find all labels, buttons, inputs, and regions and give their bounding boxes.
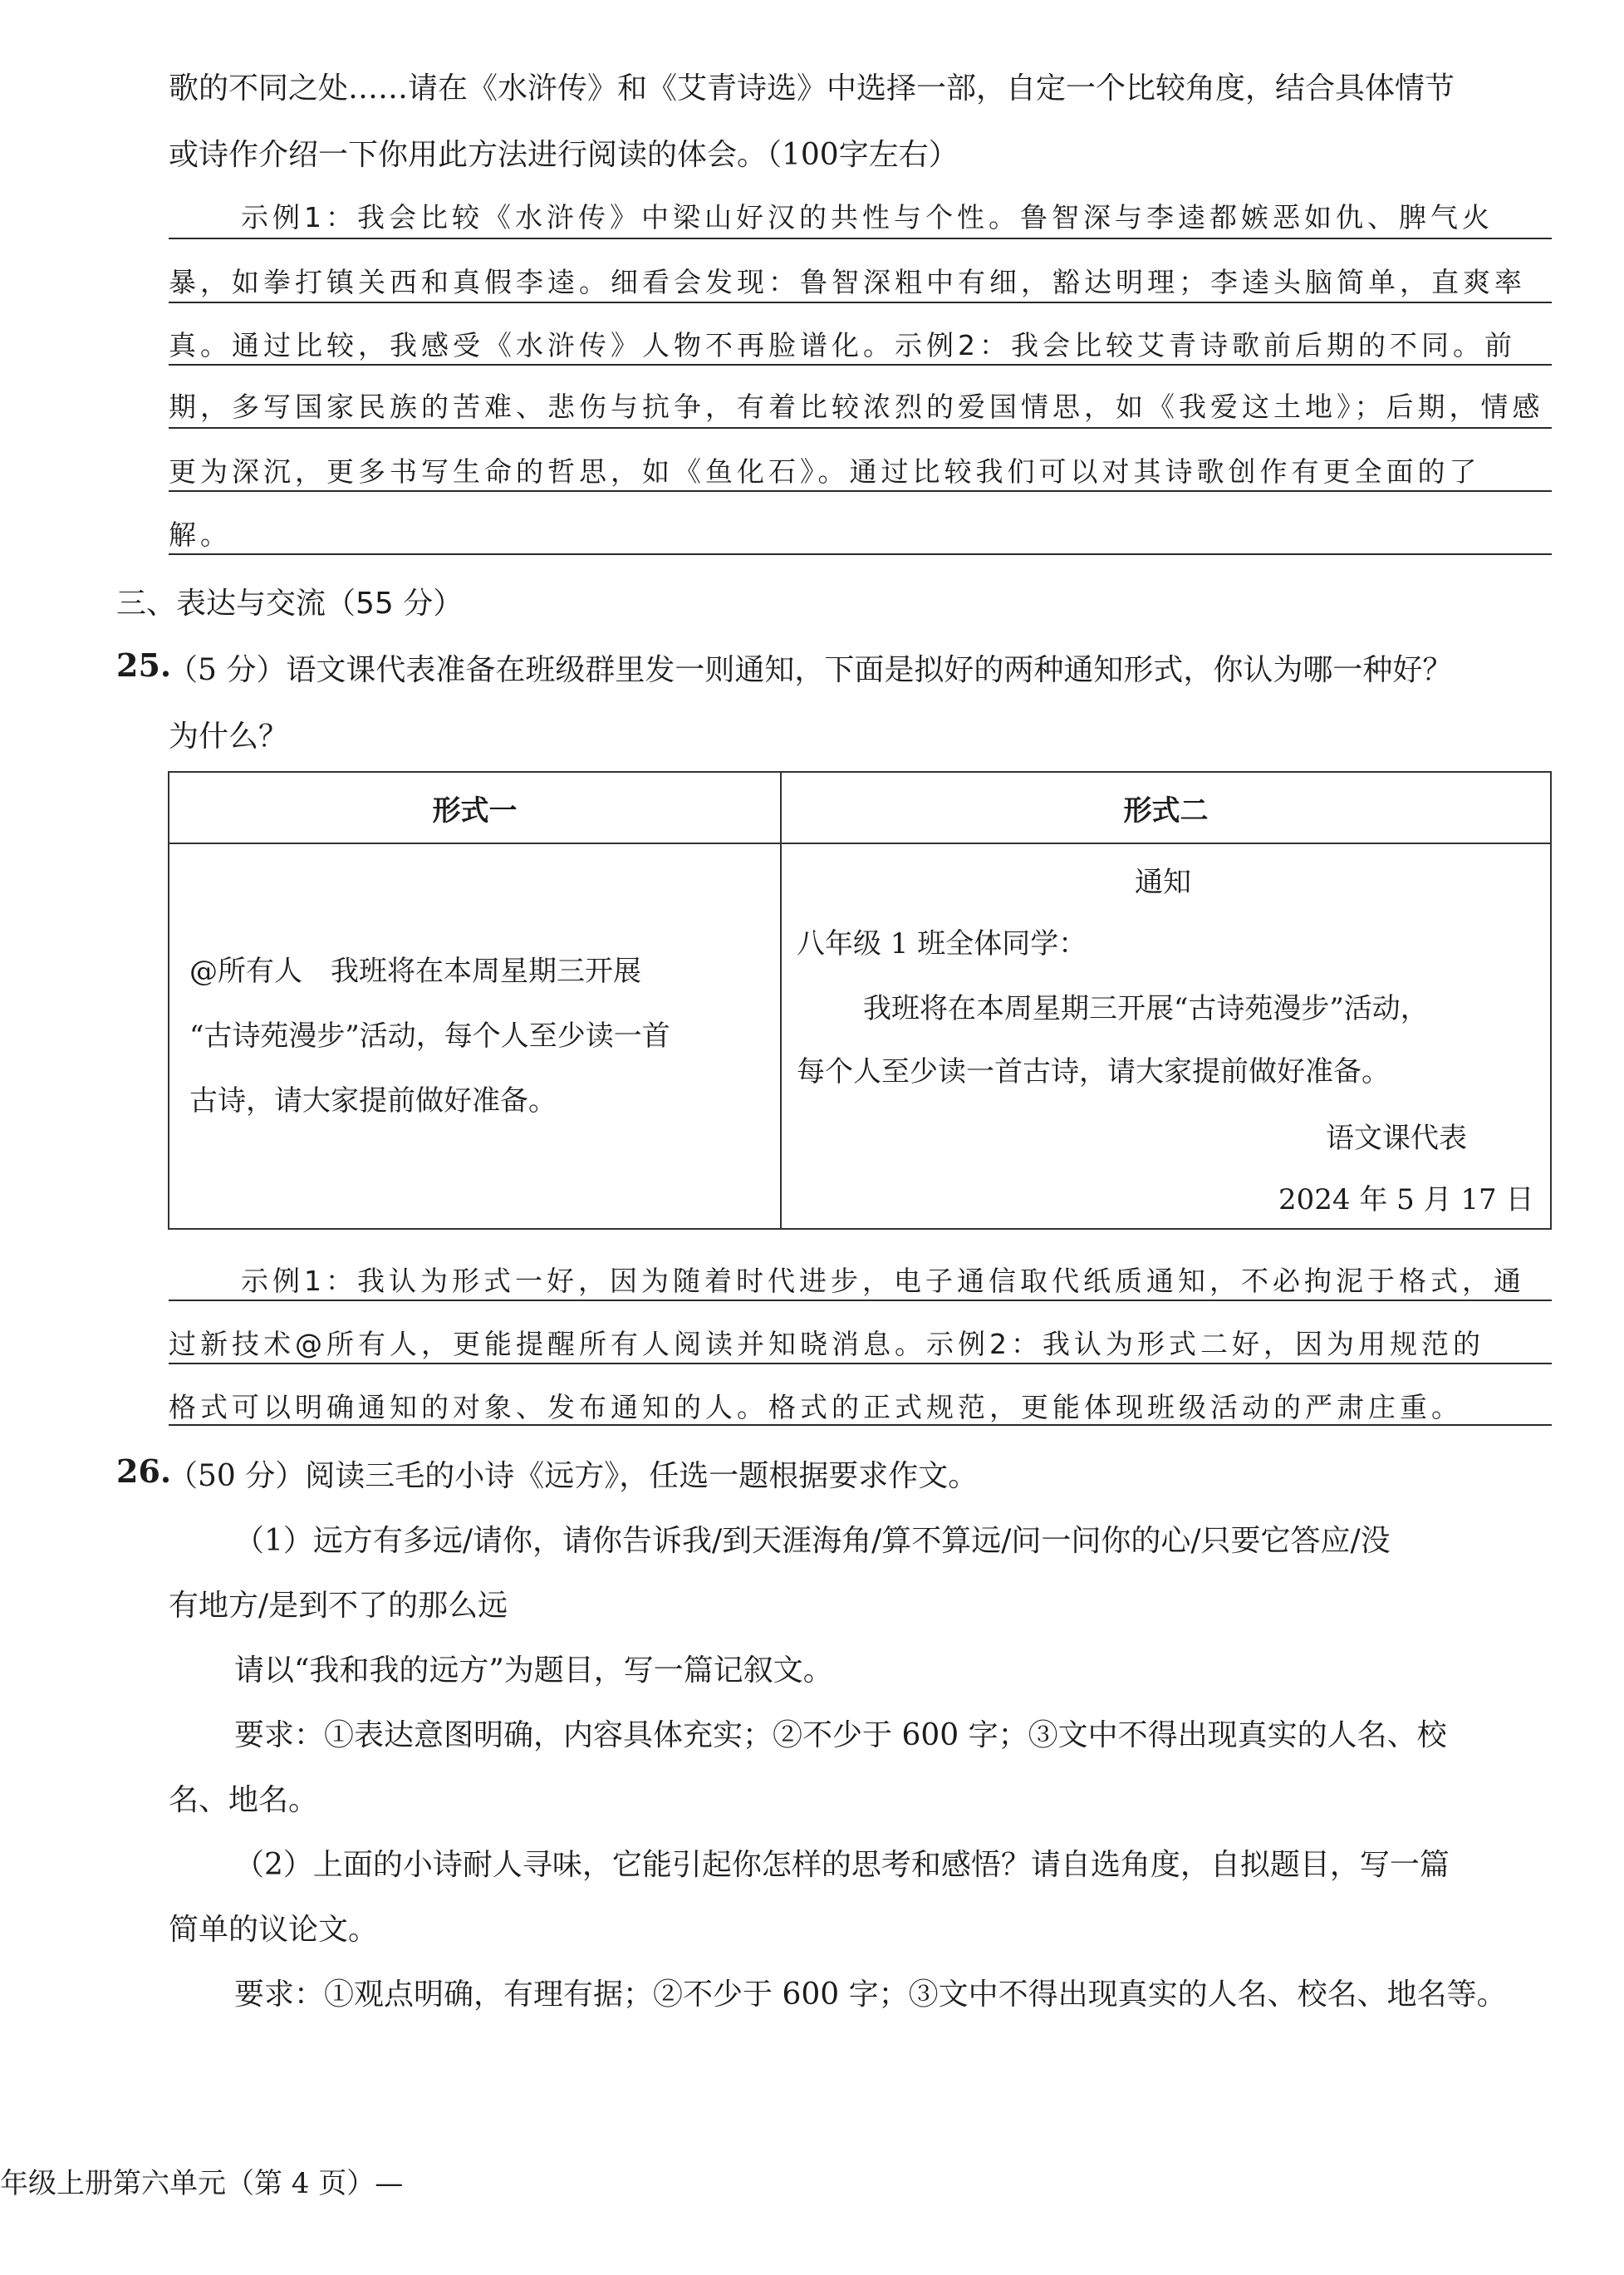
form2-cell [781,843,1551,1229]
question26-number: 26. [116,1452,172,1490]
answer-underline [169,490,1552,492]
task1-prompt: 请以“我和我的远方”为题目，写一篇记叙文。 [234,1653,833,1688]
task1-requirements-line2: 名、地名。 [169,1783,319,1817]
answer-underline [169,1363,1552,1364]
answer25-line3: 格式可以明确通知的对象、发布通知的人。格式的正式规范，更能体现班级活动的严肃庄重。 [169,1391,1463,1423]
table-header-form2: 形式二 [781,772,1551,843]
form2-notice-title: 通知 [1135,866,1191,899]
form2-signature: 语文课代表 [1326,1122,1467,1155]
answer-underline [169,364,1552,366]
form1-cell [169,843,781,1229]
answer24-line2: 暴，如拳打镇关西和真假李逵。细看会发现：鲁智深粗中有细，豁达明理；李逵头脑简单，直爽率 [169,266,1526,298]
answer24-line4: 期，多写国家民族的苦难、悲伤与抗争，有着比较浓烈的爱国情思，如《我爱这土地》；后期，情感 [169,391,1544,423]
answer24-line3: 真。通过比较，我感受《水浒传》人物不再脸谱化。示例2：我会比较艾青诗歌前后期的不同。前 [169,329,1516,361]
table-header-form1: 形式一 [169,772,781,843]
answer-underline [169,427,1552,429]
answer25-line2: 过新技术@所有人，更能提醒所有人阅读并知晓消息。示例2：我认为形式二好，因为用规范的 [169,1328,1484,1360]
form2-body-line2: 每个人至少读一首古诗，请大家提前做好准备。 [797,1055,1390,1088]
answer-underline [169,302,1552,303]
answer-underline [169,238,1552,239]
task2-prompt-line1: （2）上面的小诗耐人寻味，它能引起你怎样的思考和感悟？请自选角度，自拟题目，写一篇 [234,1848,1450,1882]
form2-salutation: 八年级 1 班全体同学： [797,927,1087,961]
answer24-line5: 更为深沉，更多书写生命的哲思，如《鱼化石》。通过比较我们可以对其诗歌创作有更全面的了 [169,455,1481,488]
form2-date: 2024 年 5 月 17 日 [1278,1183,1534,1216]
form1-line3: 古诗，请大家提前做好准备。 [189,1084,557,1118]
question25-text-line2: 为什么？ [169,720,289,754]
answer-underline [169,553,1552,555]
task2-prompt-line2: 简单的议论文。 [169,1913,379,1947]
answer-underline [169,1424,1552,1426]
task1-requirements-line1: 要求：①表达意图明确，内容具体充实；②不少于 600 字；③文中不得出现真实的人名、校 [234,1718,1447,1752]
notice-comparison-table [168,771,1552,1230]
question25-number: 25. [116,646,172,684]
form2-body-line1: 我班将在本周星期三开展“古诗苑漫步”活动， [863,992,1429,1025]
answer25-line1: 示例1：我认为形式一好，因为随着时代进步，电子通信取代纸质通知，不必拘泥于格式，通 [241,1265,1525,1297]
answer24-line1: 示例1：我会比较《水浒传》中梁山好汉的共性与个性。鲁智深与李逵都嫉恶如仇、脾气火 [241,201,1494,233]
question25-text-line1: （5 分）语文课代表准备在班级群里发一则通知，下面是拟好的两种通知形式，你认为哪一种好？ [168,653,1453,687]
question26-text: （50 分）阅读三毛的小诗《远方》，任选一题根据要求作文。 [168,1459,979,1493]
answer-underline [169,1300,1552,1301]
question24-text-line2: 或诗作介绍一下你用此方法进行阅读的体会。（100字左右） [169,138,959,172]
answer24-line6: 解。 [169,518,232,551]
poem-line2: 有地方/是到不了的那么远 [169,1589,508,1623]
page-footer: 年级上册第六单元（第 4 页）— [0,2167,404,2200]
task2-requirements: 要求：①观点明确，有理有据；②不少于 600 字；③文中不得出现真实的人名、校名、地名等。 [234,1978,1507,2012]
form1-line1: @所有人 我班将在本周星期三开展 [189,955,641,988]
form1-line2: “古诗苑漫步”活动，每个人至少读一首 [189,1020,670,1053]
poem-line1: （1）远方有多远/请你，请你告诉我/到天涯海角/算不算远/问一问你的心/只要它答应/没 [234,1524,1391,1558]
section3-title: 三、表达与交流（55 分） [116,587,464,621]
question24-text-line1: 歌的不同之处……请在《水浒传》和《艾青诗选》中选择一部，自定一个比较角度，结合具体情节 [169,71,1455,106]
